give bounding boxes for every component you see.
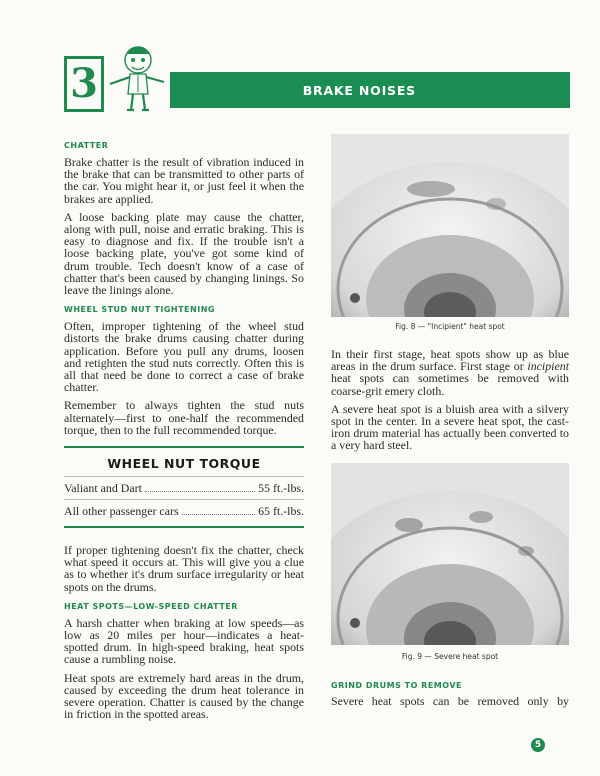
leader-dots <box>145 491 255 492</box>
right-column-text <box>331 348 569 452</box>
left-column <box>64 141 304 721</box>
mascot-illustration <box>104 42 170 114</box>
fig9-caption: Fig. 9 — Severe heat spot <box>401 652 499 661</box>
heat-stage-text-1: In their first stage, heat spots show up as blue areas in the drum surface. First stage or <box>331 347 569 374</box>
page-number: 5 <box>531 738 545 752</box>
chapter-banner <box>170 72 570 108</box>
torque-row <box>64 481 304 495</box>
heat-stage-text-2: heat spots can sometimes be removed with coarse-grit emery cloth. <box>331 371 569 398</box>
torque-row-value: 55 ft.-lbs. <box>258 481 304 496</box>
torque-table-divider <box>64 499 304 500</box>
torque-row-value: 65 ft.-lbs. <box>258 504 304 519</box>
fig8-caption: Fig. 8 — "Incipient" heat spot <box>395 322 505 331</box>
chatter-paragraph-2: A loose backing plate may cause the chatter, along with pull, noise and erratic braking. This is easy to diagnose and fix. If the trouble isn't a loose backing plate, you've got some kind of drum trouble. Tech doesn't know of a case of chatter that's been caused by changing linings. So leave the linings alone. <box>64 209 304 298</box>
heat-stage-italic: incipient <box>527 359 569 374</box>
torque-table-title: WHEEL NUT TORQUE <box>107 456 261 472</box>
section-heading-heat-spots: HEAT SPOTS—LOW-SPEED CHATTER <box>64 601 238 611</box>
grind-paragraph-wrap <box>331 695 569 707</box>
heat-paragraph-2: Heat spots are extremely hard areas in the drum, caused by exceeding the drum heat tolerance in severe operation. Chatter is caused by the change in friction in the spotted areas. <box>64 670 304 722</box>
grind-paragraph: Severe heat spots can be removed only by <box>331 694 569 708</box>
stud-paragraph-2: Remember to always tighten the stud nuts alternately—first to one-half the recommended torque, then to the full recommended torque. <box>64 398 304 437</box>
stud-paragraph-1: Often, improper tightening of the wheel stud distorts the brake drums causing chatter during application. Before you pull any drums, loosen and retighten the stud nuts correctly. Often this is all that need be done to correct a case of brake chatter. <box>64 319 304 395</box>
chapter-title: BRAKE NOISES <box>302 82 416 98</box>
fig9-photo <box>331 463 569 645</box>
section-heading-stud-nut: WHEEL STUD NUT TIGHTENING <box>64 305 215 315</box>
torque-row-label: Valiant and Dart <box>64 481 142 496</box>
leader-dots <box>182 514 256 515</box>
chapter-number: 3 <box>70 60 98 107</box>
torque-row <box>64 504 304 518</box>
torque-row-label: All other passenger cars <box>64 504 179 519</box>
fig8-photo <box>331 134 569 317</box>
chapter-number-box <box>64 56 104 112</box>
heat-paragraph-1: A harsh chatter when braking at low speeds—as low as 20 miles per hour—indicates a heat-spotted drum. In high-speed braking, heat spots cause a rumbling noise. <box>64 615 304 667</box>
torque-table-divider <box>64 476 304 477</box>
section-heading-chatter: CHATTER <box>64 141 109 150</box>
torque-table-top-rule <box>64 446 304 448</box>
after-torque-paragraph: If proper tightening doesn't fix the chatter, check what speed it occurs at. This will give you a clue as to whether it's drum surface irregularity or heat spots on the drums. <box>64 543 304 594</box>
severe-heat-paragraph: A severe heat spot is a bluish area with a silvery spot in the center. In a severe heat spot, the cast-iron drum material has actually been converted to a very hard steel. <box>331 401 569 453</box>
chatter-paragraph-1: Brake chatter is the result of vibration induced in the brake that can be transmitted to other parts of the car. You might hear it, or just feel it when the brakes are applied. <box>64 155 304 206</box>
section-heading-grind: GRIND DRUMS TO REMOVE <box>331 681 462 690</box>
torque-table-bottom-rule <box>64 526 304 528</box>
heat-stage-paragraph <box>331 348 569 397</box>
torque-table <box>64 446 304 528</box>
